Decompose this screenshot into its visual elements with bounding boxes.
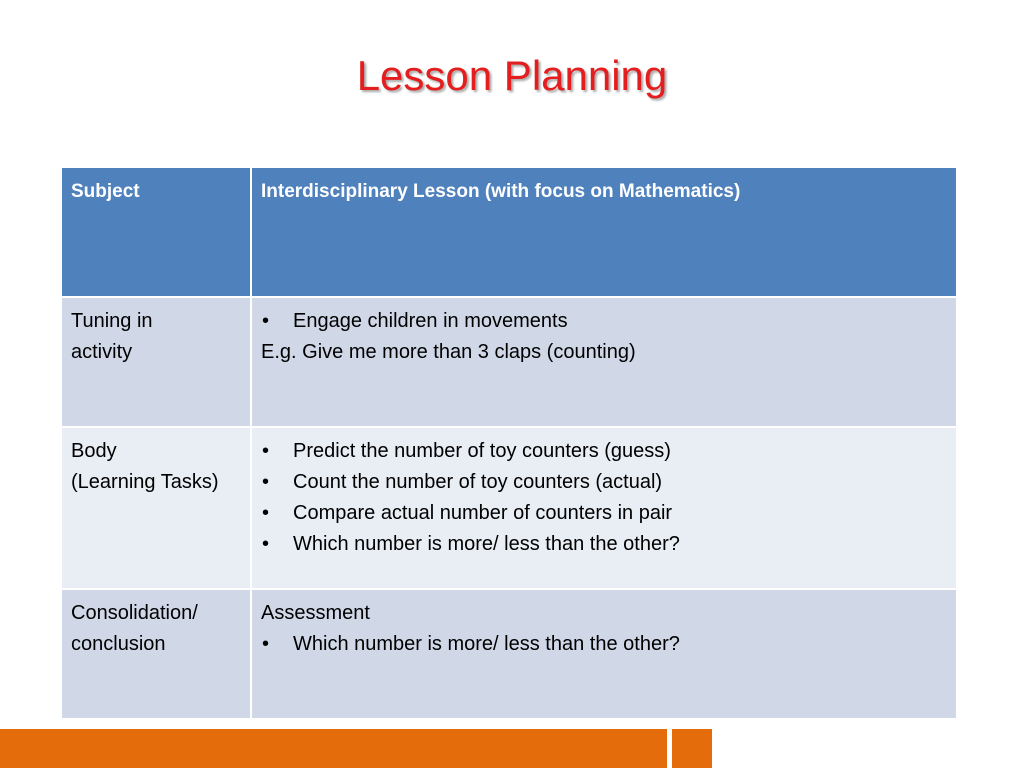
bullet-item: • Engage children in movements: [261, 306, 947, 337]
slide-title: Lesson Planning: [356, 52, 668, 99]
footer-accent-bar: [0, 729, 667, 768]
table-row-consolidation: [61, 589, 957, 719]
header-content-cell: Interdisciplinary Lesson (with focus on Mathematics): [251, 167, 957, 297]
footer-accent-block: [672, 729, 712, 768]
row-label-cell: [61, 589, 251, 719]
bullet-list: [261, 306, 947, 337]
lesson-plan-table: [60, 166, 958, 720]
assessment-heading: Assessment: [261, 602, 370, 624]
bullet-list: [261, 436, 947, 560]
bullet-item: • Predict the number of toy counters (guess): [261, 436, 947, 467]
header-label-cell: Subject: [61, 167, 251, 297]
row-label-line: (Learning Tasks): [71, 471, 219, 493]
table-row-body: [61, 427, 957, 589]
row-label-line: Tuning in: [71, 310, 153, 332]
bullet-item: • Which number is more/ less than the other?: [261, 529, 947, 560]
row-label-cell: [61, 297, 251, 427]
row-label-line: conclusion: [71, 633, 166, 655]
row-label-line: Body: [71, 440, 117, 462]
row-content-cell: [251, 427, 957, 589]
table-header-row: [61, 167, 957, 297]
row-label-line: activity: [71, 341, 133, 363]
row-label-line: Consolidation/: [71, 602, 198, 624]
bullet-list: [261, 629, 947, 660]
row-content-cell: [251, 589, 957, 719]
row-label-cell: [61, 427, 251, 589]
bullet-item: • Compare actual number of counters in pair: [261, 498, 947, 529]
table-row-tuning-in: [61, 297, 957, 427]
example-note: E.g. Give me more than 3 claps (counting): [261, 341, 636, 363]
bullet-item: • Which number is more/ less than the other?: [261, 629, 947, 660]
row-content-cell: [251, 297, 957, 427]
bullet-item: • Count the number of toy counters (actual): [261, 467, 947, 498]
